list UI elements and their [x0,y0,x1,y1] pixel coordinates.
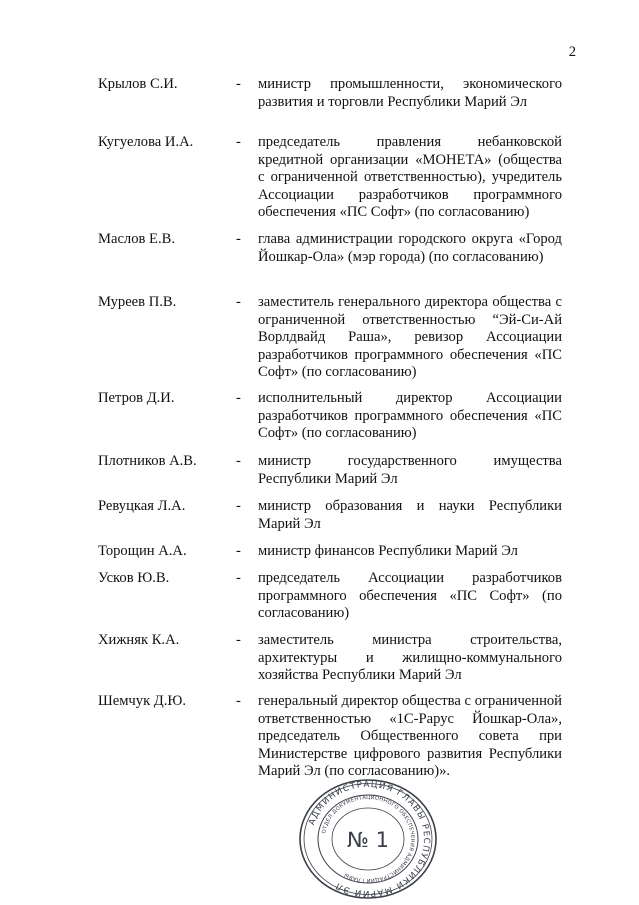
dash-separator: - [236,453,241,469]
dash-separator: - [236,498,241,514]
member-name: Усков Ю.В. [98,570,170,586]
member-position: министр финансов Республики Марий Эл [258,543,518,559]
list-item [0,498,639,543]
member-name: Ревуцкая Л.А. [98,498,186,514]
member-name: Кугуелова И.А. [98,134,194,150]
member-position: министр государственного имущества Республики Марий Эл [258,453,562,487]
list-item [0,543,639,570]
member-position: министр промышленности, экономического развития и торговли Республики Марий Эл [258,76,562,110]
list-item [0,390,639,453]
member-name: Петров Д.И. [98,390,175,406]
member-name: Маслов Е.В. [98,231,175,247]
member-position: генеральный директор общества с ограниченной ответственностью «1С-Рарус Йошкар-Ола», председатель Общественного совета при Министерстве цифрового развития Республики Марий Эл (по согласованию)». [258,693,562,779]
member-name: Муреев П.В. [98,294,177,310]
list-item [0,453,639,498]
seal-outer-text: АДМИНИСТРАЦИЯ ГЛАВЫ РЕСПУБЛИКИ МАРИЙ ЭЛ [307,779,432,899]
member-position: председатель правления небанковской кредитной организации «МОНЕТА» (общества с ограниченной ответственностью), учредитель Ассоциации разработчиков программного обеспечения «ПС Софт» (по согласованию) [258,134,562,220]
member-position: заместитель министра строительства, архитектуры и жилищно-коммунального хозяйства Республики Марий Эл [258,632,562,683]
member-position: председатель Ассоциации разработчиков программного обеспечения «ПС Софт» (по согласованию) [258,570,562,621]
member-name: Плотников А.В. [98,453,197,469]
seal-inner-text: ОТДЕЛ ДОКУМЕНТАЦИОННОГО ОБЕСПЕЧЕНИЯ АДМИНИСТРАЦИИ ГЛАВЫ [321,794,416,884]
member-name: Крылов С.И. [98,76,178,92]
dash-separator: - [236,294,241,310]
dash-separator: - [236,632,241,648]
dash-separator: - [236,543,241,559]
list-item [0,76,639,134]
dash-separator: - [236,76,241,92]
list-item [0,632,639,693]
member-name: Хижняк К.А. [98,632,180,648]
member-position: глава администрации городского округа «Город Йошкар-Ола» (мэр города) (по согласованию) [258,231,562,265]
member-position: министр образования и науки Республики Марий Эл [258,498,562,532]
page-number: 2 [568,44,576,60]
member-list [0,76,639,803]
dash-separator: - [236,390,241,406]
member-name: Шемчук Д.Ю. [98,693,187,709]
seal-number: № 1 [347,828,389,852]
member-position: исполнительный директор Ассоциации разработчиков программного обеспечения «ПС Софт» (по согласованию) [258,390,562,441]
list-item [0,570,639,632]
member-position: заместитель генерального директора общества с ограниченной ответственностью “Эй-Си-Ай Ворлдвайд Раша», ревизор Ассоциации разработчиков программного обеспечения «ПС Софт» (по согласованию) [258,294,562,380]
dash-separator: - [236,570,241,586]
dash-separator: - [236,134,241,150]
dash-separator: - [236,693,241,709]
dash-separator: - [236,231,241,247]
list-item [0,134,639,231]
list-item [0,231,639,294]
member-name: Торощин А.А. [98,543,187,559]
official-seal [296,778,440,900]
list-item [0,294,639,390]
